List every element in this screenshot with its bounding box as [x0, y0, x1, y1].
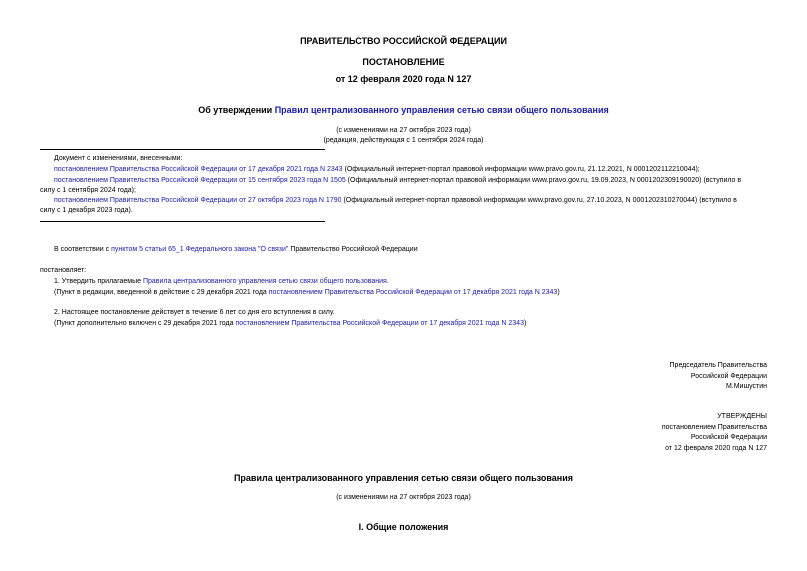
amendment-cont-3: силу с 1 декабря 2023 года). — [40, 207, 133, 214]
amendment-cont-2: силу с 1 сентября 2024 года); — [40, 187, 136, 194]
item-2-note-suffix: ) — [523, 320, 527, 327]
preamble-prefix: В соответствии с — [54, 246, 112, 253]
item-1-prefix: 1. Утвердить прилагаемые — [54, 278, 143, 285]
item-1 — [54, 278, 389, 285]
amendment-rest-1: (Официальный интернет-портал правовой информации www.pravo.gov.ru, 21.12.2021, N 0001202112210044); — [342, 166, 700, 173]
title-link[interactable]: Правил централизованного управления сетью связи общего пользования — [274, 105, 609, 115]
preamble-law-link[interactable]: пунктом 5 статьи 65_1 Федерального закона "О связи" — [111, 246, 289, 253]
item-1-suffix: . — [386, 278, 389, 285]
government-heading: ПРАВИТЕЛЬСТВО РОССИЙСКОЙ ФЕДЕРАЦИИ — [300, 36, 507, 46]
amendment-item-3 — [54, 197, 737, 204]
preamble — [54, 246, 418, 253]
signature-block — [670, 361, 767, 393]
divider-top — [40, 149, 325, 150]
signature-line-3: М.Мишустин — [725, 383, 767, 390]
section-heading: I. Общие положения — [358, 522, 449, 532]
amendment-item-2 — [54, 177, 741, 184]
edition-note: (редакция, действующая с 1 сентября 2024 года) — [323, 137, 484, 144]
item-1-rules-link[interactable]: Правила централизованного управления сетью связи общего пользования — [142, 278, 387, 285]
amendment-link-2[interactable]: постановлением Правительства Российской Федерации от 15 сентября 2023 года N 1505 — [54, 177, 346, 184]
approved-line-1: УТВЕРЖДЕНЫ — [717, 413, 767, 420]
document-title — [0, 105, 807, 115]
item-2-note-link[interactable]: постановлением Правительства Российской Федерации от 17 декабря 2021 года N 2343 — [235, 320, 524, 327]
rules-title: Правила централизованного управления сетью связи общего пользования — [233, 473, 574, 483]
amendment-link-1[interactable]: постановлением Правительства Российской Федерации от 17 декабря 2021 года N 2343 — [54, 166, 343, 173]
approved-line-4: от 12 февраля 2020 года N 127 — [665, 444, 767, 452]
amendment-link-3[interactable]: постановлением Правительства Российской Федерации от 27 октября 2023 года N 1790 — [54, 197, 342, 204]
decree-word: постановляет: — [40, 267, 87, 274]
amendment-rest-2: (Официальный интернет-портал правовой информации www.pravo.gov.ru, 19.09.2023, N 0001202309190020) (вступило в — [345, 177, 742, 184]
item-2-note — [54, 320, 526, 327]
divider-bottom — [40, 221, 325, 222]
item-1-note-suffix: ) — [557, 289, 560, 296]
document-date: от 12 февраля 2020 года N 127 — [335, 74, 472, 84]
approved-line-2: постановлением Правительства — [661, 423, 767, 431]
item-1-note-prefix: (Пункт в редакции, введенной в действие с 29 декабря 2021 года — [54, 289, 269, 296]
approved-block — [662, 412, 767, 454]
amendment-rest-3: (Официальный интернет-портал правовой информации www.pravo.gov.ru, 27.10.2023, N 0001202310270044) (вступило в — [341, 197, 737, 204]
signature-line-1: Председатель Правительства — [669, 362, 767, 369]
approved-line-3: Российской Федерации — [690, 434, 767, 441]
preamble-suffix: Правительство Российской Федерации — [288, 246, 418, 253]
document-type: ПОСТАНОВЛЕНИЕ — [362, 57, 445, 67]
item-1-note-link[interactable]: постановлением Правительства Российской Федерации от 17 декабря 2021 года N 2343 — [268, 289, 558, 296]
item-1-note — [54, 289, 560, 296]
item-2-note-prefix: (Пункт дополнительно включен с 29 декабря 2021 года — [54, 320, 236, 327]
signature-line-2: Российской Федерации — [690, 372, 767, 380]
changes-note: (с изменениями на 27 октября 2023 года) — [336, 127, 471, 134]
title-prefix: Об утверждении — [198, 105, 275, 115]
amendments-intro: Документ с изменениями, внесенными: — [54, 155, 183, 162]
rules-changes-note: (с изменениями на 27 октября 2023 года) — [336, 494, 471, 501]
item-2: 2. Настоящее постановление действует в течение 6 лет со дня его вступления в силу. — [54, 309, 335, 316]
amendment-item-1 — [54, 166, 700, 173]
